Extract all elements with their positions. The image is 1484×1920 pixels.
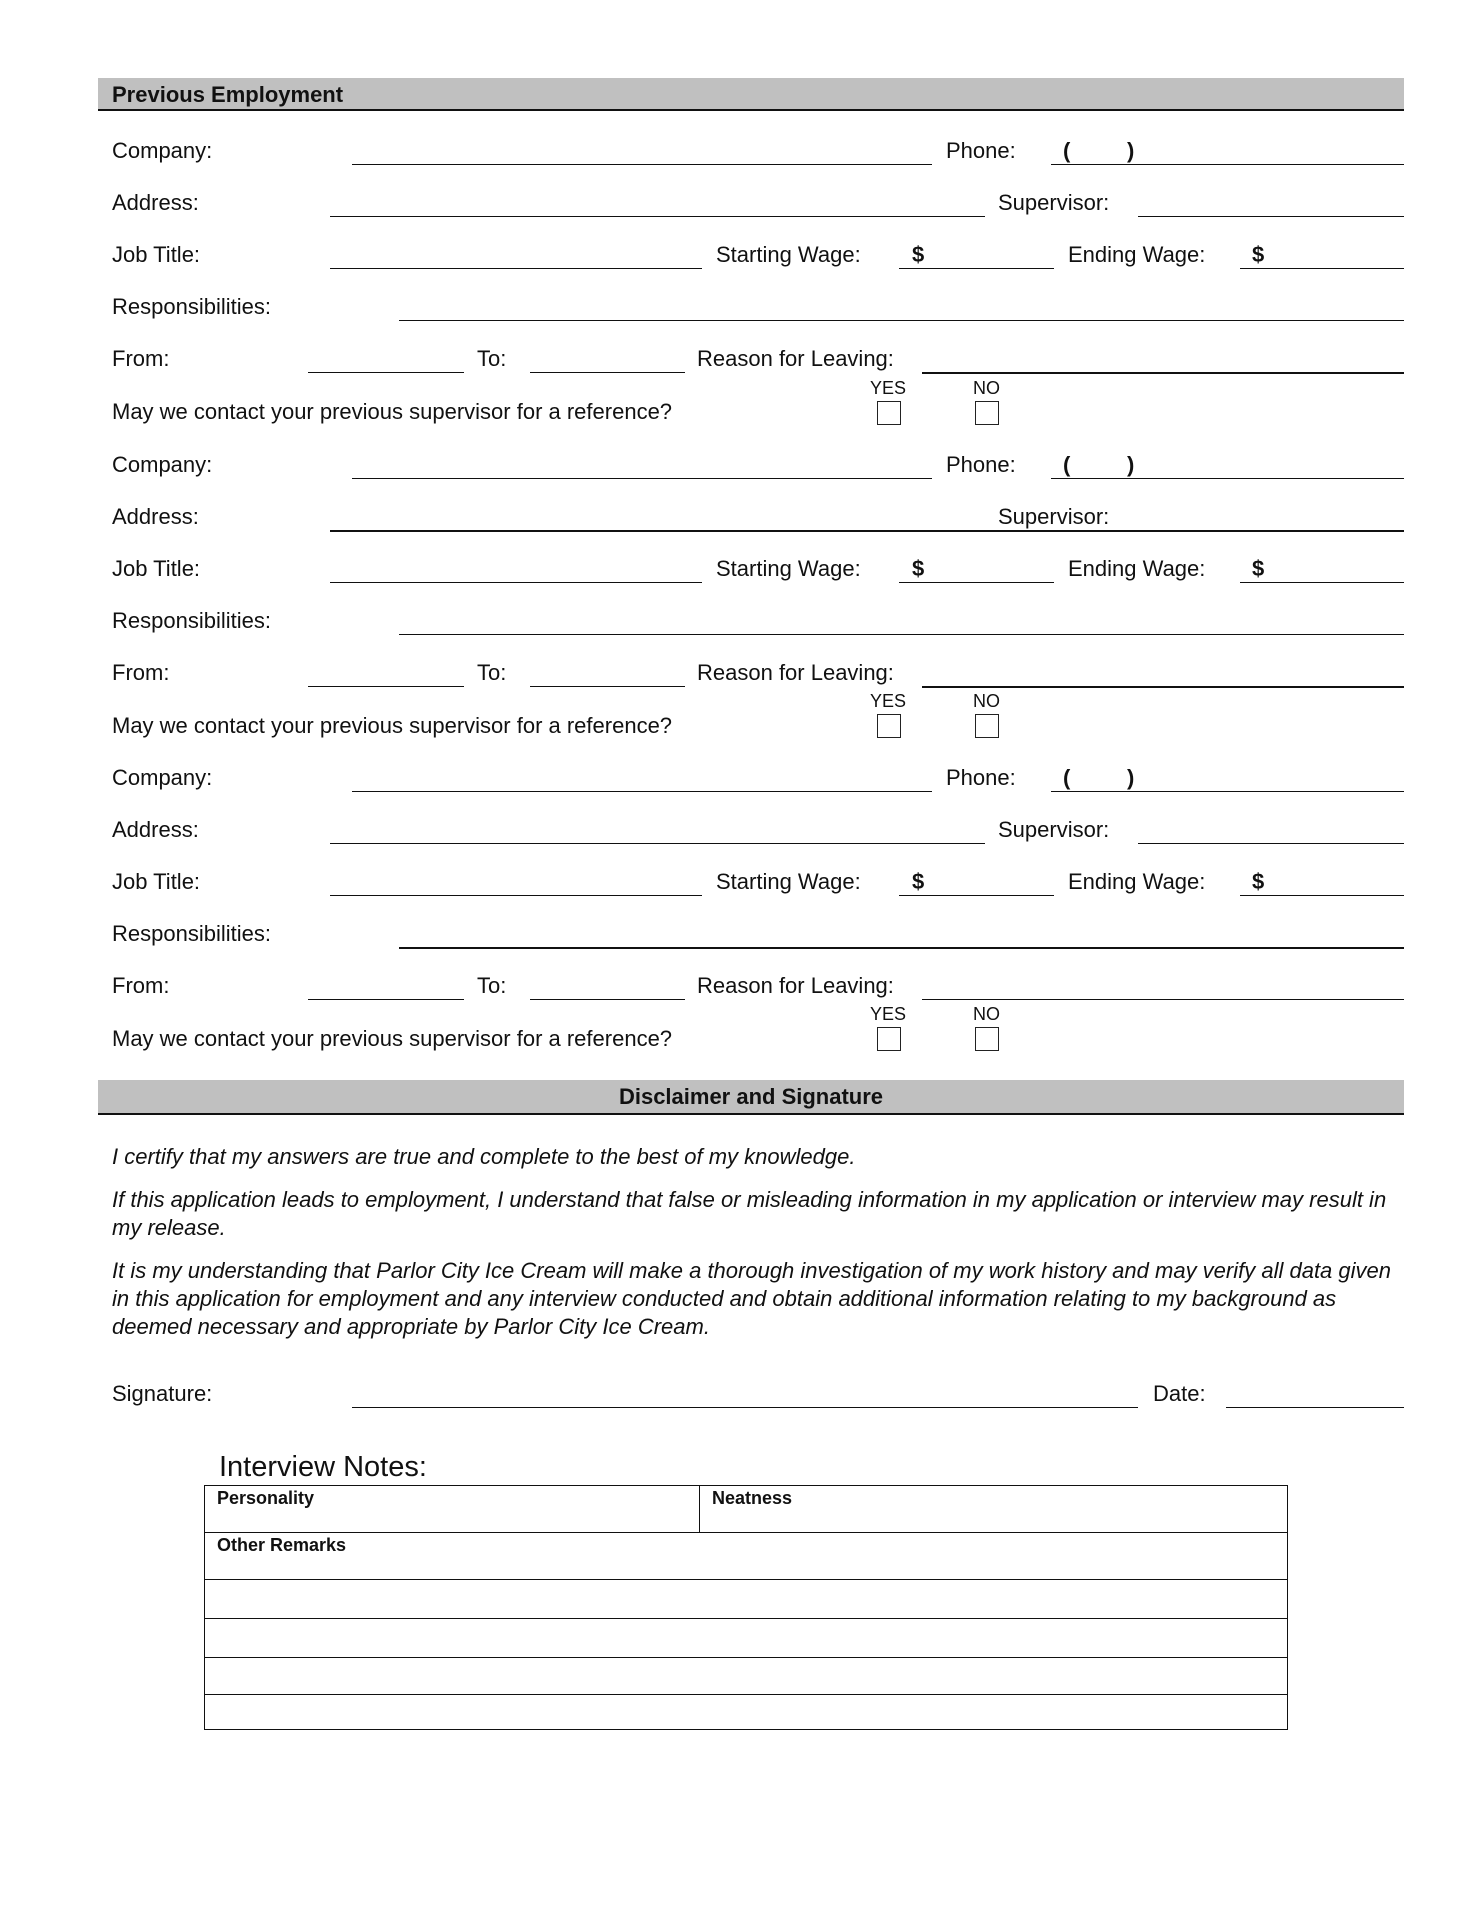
contact-question: May we contact your previous supervisor for a reference? [112,713,673,738]
reason-for-leaving-label: Reason for Leaving: [697,346,894,371]
disclaimer-paragraph-3: It is my understanding that Parlor City Ice Cream will make a thorough investigation of my work history and may verify all data given in this application for employment and any interview conducted and obtain additional information relating to my background as deemed necessary and appropriate by Parlor City Ice Cream. [112,1258,1391,1339]
from-field[interactable] [308,372,464,373]
to-label: To: [477,346,507,371]
to-label: To: [477,973,507,998]
starting-wage-label: Starting Wage: [716,242,861,267]
ending-wage-field[interactable] [1240,895,1404,896]
dollar-sign: $ [1252,556,1265,581]
no-label: NO [973,378,1000,398]
reason-for-leaving-field[interactable] [922,372,1404,374]
no-label: NO [973,691,1000,711]
job-title-label: Job Title: [112,556,201,581]
starting-wage-field[interactable] [899,895,1054,896]
phone-label: Phone: [946,765,1016,790]
dollar-sign: $ [912,242,925,267]
responsibilities-field[interactable] [399,320,1404,321]
job-title-field[interactable] [330,582,702,583]
previous-employment-header: Previous Employment [98,78,1404,111]
yes-label: YES [870,691,907,711]
company-field[interactable] [352,164,932,165]
from-field[interactable] [308,999,464,1000]
other-remarks-label: Other Remarks [217,1535,347,1555]
no-label: NO [973,1004,1000,1024]
ending-wage-field[interactable] [1240,268,1404,269]
phone-paren-close: ) [1127,138,1135,163]
contact-no-checkbox[interactable] [975,714,999,738]
reason-for-leaving-field[interactable] [922,999,1404,1000]
job-title-label: Job Title: [112,869,201,894]
reason-for-leaving-label: Reason for Leaving: [697,660,894,685]
notes-row[interactable] [205,1658,1288,1695]
responsibilities-label: Responsibilities: [112,294,271,319]
supervisor-field[interactable] [1138,216,1404,217]
starting-wage-label: Starting Wage: [716,556,861,581]
contact-yes-checkbox[interactable] [877,714,901,738]
supervisor-label: Supervisor: [998,190,1110,215]
to-field[interactable] [530,372,685,373]
address-field[interactable] [330,216,985,217]
to-field[interactable] [530,999,685,1000]
job-title-label: Job Title: [112,242,201,267]
contact-question: May we contact your previous supervisor for a reference? [112,399,673,424]
signature-field[interactable] [352,1407,1138,1408]
signature-label: Signature: [112,1381,213,1406]
ending-wage-label: Ending Wage: [1068,556,1206,581]
interview-notes-title: Interview Notes: [219,1451,427,1483]
company-label: Company: [112,765,213,790]
starting-wage-field[interactable] [899,582,1054,583]
responsibilities-label: Responsibilities: [112,921,271,946]
from-label: From: [112,346,170,371]
address-label: Address: [112,817,199,842]
company-field[interactable] [352,791,932,792]
responsibilities-field[interactable] [399,947,1404,949]
yes-label: YES [870,378,907,398]
phone-paren-open: ( [1063,765,1071,790]
job-title-field[interactable] [330,268,702,269]
reason-for-leaving-label: Reason for Leaving: [697,973,894,998]
phone-field[interactable] [1051,791,1404,792]
supervisor-field[interactable] [1138,843,1404,844]
notes-row[interactable] [205,1619,1288,1658]
dollar-sign: $ [912,556,925,581]
neatness-label: Neatness [712,1488,793,1508]
contact-yes-checkbox[interactable] [877,401,901,425]
contact-question: May we contact your previous supervisor for a reference? [112,1026,673,1051]
company-label: Company: [112,452,213,477]
address-label: Address: [112,504,199,529]
company-label: Company: [112,138,213,163]
notes-row[interactable] [205,1580,1288,1619]
personality-label: Personality [217,1488,315,1508]
responsibilities-field[interactable] [399,634,1404,635]
phone-paren-open: ( [1063,452,1071,477]
to-label: To: [477,660,507,685]
contact-yes-checkbox[interactable] [877,1027,901,1051]
company-field[interactable] [352,478,932,479]
interview-notes-table [204,1485,1288,1730]
phone-paren-open: ( [1063,138,1071,163]
disclaimer-paragraph-2: If this application leads to employment, I understand that false or misleading information in my application or interview may result in my release. [112,1187,1387,1240]
to-field[interactable] [530,686,685,687]
ending-wage-label: Ending Wage: [1068,869,1206,894]
dollar-sign: $ [1252,869,1265,894]
phone-label: Phone: [946,452,1016,477]
dollar-sign: $ [912,869,925,894]
phone-paren-close: ) [1127,452,1135,477]
personality-cell[interactable] [205,1486,700,1533]
yes-label: YES [870,1004,907,1024]
phone-paren-close: ) [1127,765,1135,790]
disclaimer-paragraph-1: I certify that my answers are true and complete to the best of my knowledge. [112,1144,856,1169]
disclaimer-header: Disclaimer and Signature [98,1080,1404,1115]
contact-no-checkbox[interactable] [975,401,999,425]
ending-wage-field[interactable] [1240,582,1404,583]
date-field[interactable] [1226,1407,1404,1408]
phone-label: Phone: [946,138,1016,163]
date-label: Date: [1153,1381,1206,1406]
contact-no-checkbox[interactable] [975,1027,999,1051]
address-field[interactable] [330,843,985,844]
reason-for-leaving-field[interactable] [922,686,1404,688]
from-field[interactable] [308,686,464,687]
from-label: From: [112,973,170,998]
from-label: From: [112,660,170,685]
neatness-cell[interactable] [700,1486,1288,1533]
notes-row[interactable] [205,1695,1288,1730]
phone-field[interactable] [1051,164,1404,165]
job-title-field[interactable] [330,895,702,896]
other-remarks-cell[interactable] [205,1533,1288,1580]
ending-wage-label: Ending Wage: [1068,242,1206,267]
phone-field[interactable] [1051,478,1404,479]
responsibilities-label: Responsibilities: [112,608,271,633]
supervisor-label: Supervisor: [998,817,1110,842]
starting-wage-label: Starting Wage: [716,869,861,894]
dollar-sign: $ [1252,242,1265,267]
supervisor-label: Supervisor: [998,504,1110,529]
starting-wage-field[interactable] [899,268,1054,269]
address-field[interactable] [330,530,1404,532]
address-label: Address: [112,190,199,215]
